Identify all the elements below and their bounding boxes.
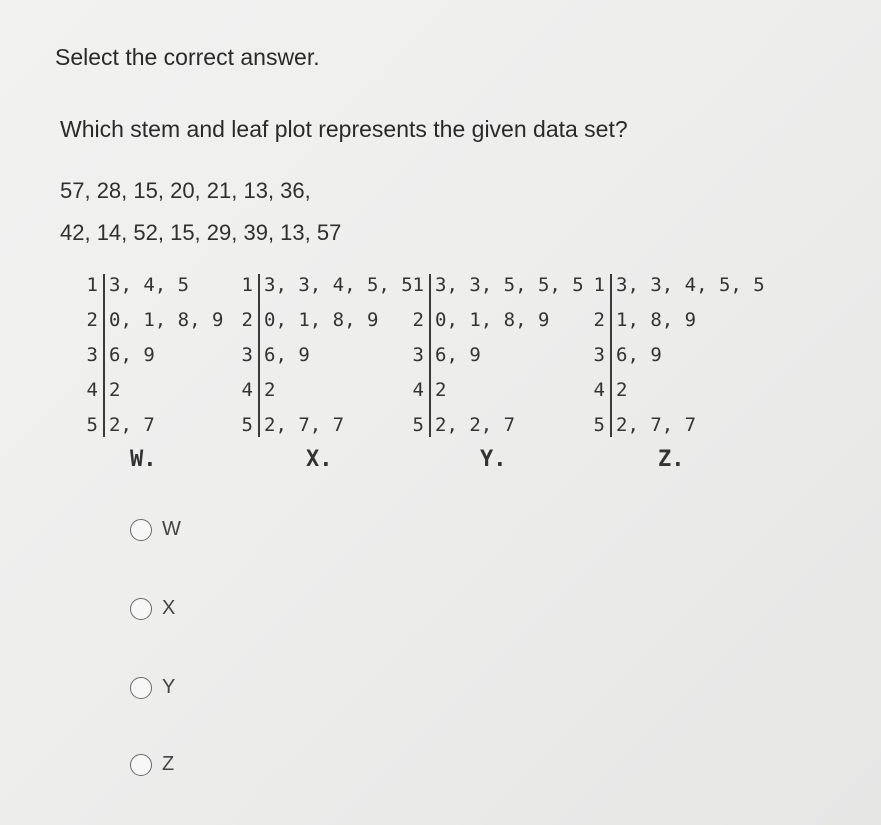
plot-row [587,338,765,373]
plot-label-y: Y. [480,447,507,472]
stem: 5 [412,414,424,436]
leaves: 0, 1, 8, 9 [435,309,550,331]
plot-row [406,338,584,373]
plot-row [235,338,413,373]
leaves: 3, 3, 4, 5, 5 [616,274,765,296]
data-set-line-1: 57, 28, 15, 20, 21, 13, 36, [60,178,311,203]
leaves: 2 [109,379,121,401]
answer-option-y[interactable] [130,676,175,699]
plot-row [406,408,584,443]
plot-row [587,373,765,408]
option-label[interactable]: Y [162,676,176,698]
stem: 5 [86,414,98,436]
plot-row [235,268,413,303]
stem-leaf-plot-x [235,268,413,443]
leaves: 1, 8, 9 [616,309,697,331]
option-label[interactable]: W [162,518,181,540]
stem: 1 [86,274,98,296]
leaves: 2 [264,379,276,401]
plot-row [587,268,765,303]
leaves: 3, 3, 5, 5, 5 [435,274,584,296]
plot-divider [610,274,612,437]
option-label[interactable]: Z [162,753,175,775]
leaves: 3, 4, 5 [109,274,190,296]
question-text: Which stem and leaf plot represents the given data set? [60,116,628,142]
leaves: 6, 9 [264,344,310,366]
plot-row [587,303,765,338]
plot-row [235,408,413,443]
plot-label-w: W. [130,447,157,472]
plot-row [406,268,584,303]
option-label[interactable]: X [162,597,176,619]
answer-option-z[interactable] [130,753,174,776]
plot-row [406,373,584,408]
plot-divider [429,274,431,437]
stem: 1 [412,274,424,296]
stem: 3 [241,344,253,366]
stem: 2 [241,309,253,331]
instruction-text: Select the correct answer. [55,44,320,70]
stem: 3 [412,344,424,366]
leaves: 2, 7, 7 [264,414,345,436]
plot-row [80,373,223,408]
stem: 4 [412,379,424,401]
leaves: 0, 1, 8, 9 [109,309,224,331]
plot-row [587,408,765,443]
stem: 4 [86,379,98,401]
stem: 1 [593,274,605,296]
leaves: 0, 1, 8, 9 [264,309,379,331]
leaves: 2 [435,379,447,401]
stem: 3 [86,344,98,366]
answer-option-w[interactable] [130,518,181,541]
stem: 2 [593,309,605,331]
stem: 1 [241,274,253,296]
radio-button[interactable] [130,754,152,776]
leaves: 2 [616,379,628,401]
stem: 4 [241,379,253,401]
leaves: 2, 7, 7 [616,414,697,436]
radio-button[interactable] [130,519,152,541]
plot-row [235,373,413,408]
leaves: 6, 9 [435,344,481,366]
stem: 2 [412,309,424,331]
leaves: 2, 2, 7 [435,414,516,436]
plot-label-x: X. [306,447,333,472]
answer-option-x[interactable] [130,597,175,620]
stem-leaf-plot-z [587,268,765,443]
plot-row [406,303,584,338]
radio-button[interactable] [130,598,152,620]
stem: 5 [593,414,605,436]
stem: 5 [241,414,253,436]
stem: 4 [593,379,605,401]
leaves: 6, 9 [616,344,662,366]
plot-divider [103,274,105,437]
leaves: 3, 3, 4, 5, 5 [264,274,413,296]
plot-row [80,408,223,443]
plot-label-z: Z. [658,447,685,472]
stem-leaf-plot-w [80,268,223,443]
stem-leaf-plot-y [406,268,584,443]
stem: 3 [593,344,605,366]
leaves: 6, 9 [109,344,155,366]
plot-row [80,268,223,303]
plot-divider [258,274,260,437]
data-set-line-2: 42, 14, 52, 15, 29, 39, 13, 57 [60,220,342,245]
plot-row [235,303,413,338]
radio-button[interactable] [130,677,152,699]
leaves: 2, 7 [109,414,155,436]
plot-row [80,303,223,338]
plot-row [80,338,223,373]
stem: 2 [86,309,98,331]
